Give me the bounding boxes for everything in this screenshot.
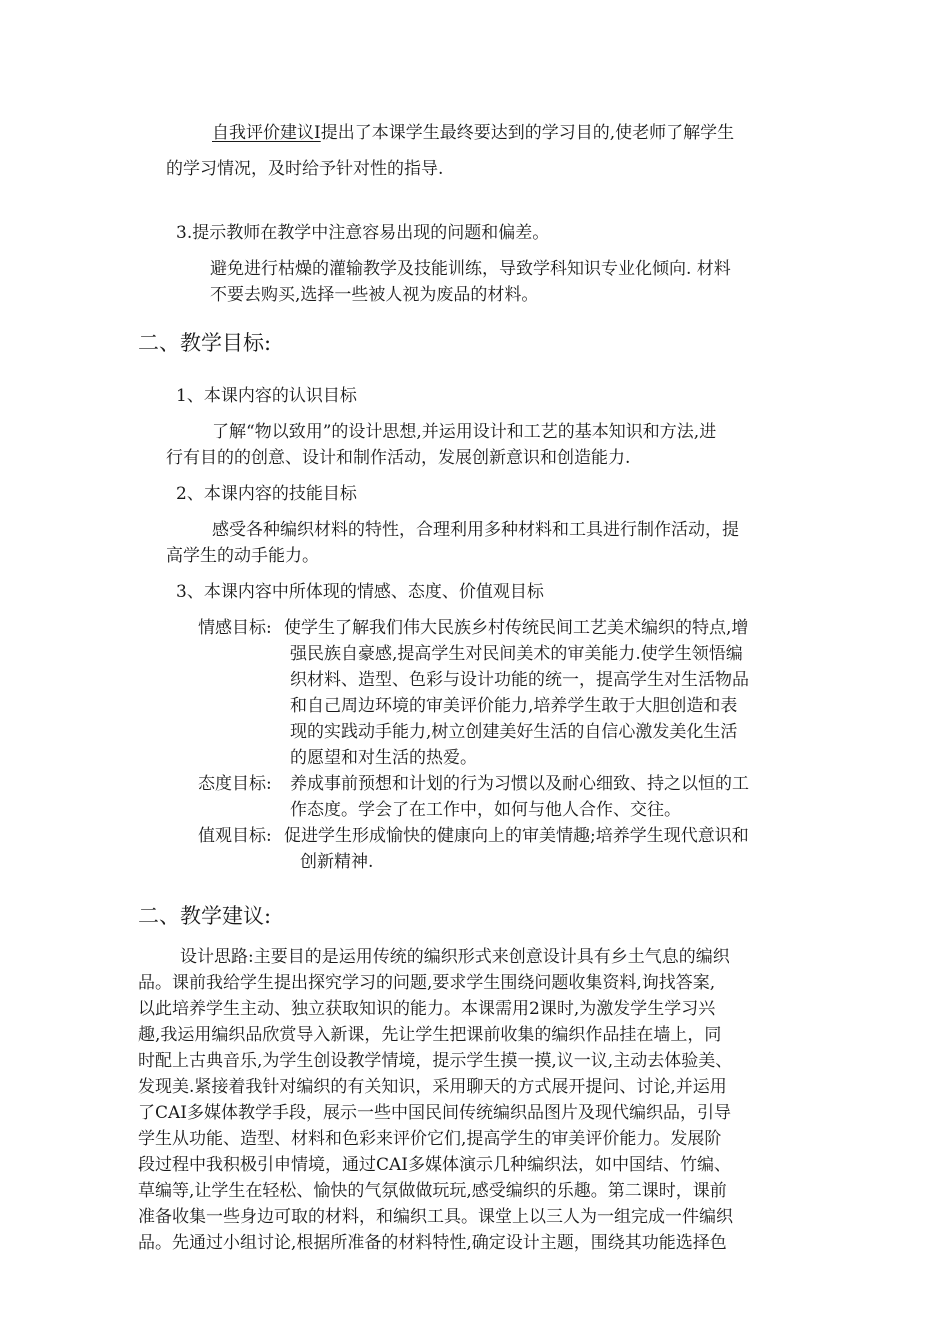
suggestion-line: 时配上古典音乐,为学生创设教学情境，提示学生摸一摸,议一议,主动去体验美、	[138, 1051, 733, 1071]
emotion-goal-line-6: 的愿望和对生活的热爱。	[290, 748, 477, 768]
point3-body-line-1: 避免进行枯燥的灌输教学及技能训练，导致学科知识专业化倾向. 材料	[210, 259, 731, 279]
goal2-title: 2、本课内容的技能目标	[176, 484, 357, 504]
goal2-line-1: 感受各种编织材料的特性，合理利用多种材料和工具进行制作活动，提	[212, 520, 739, 540]
suggestion-line: 趣,我运用编织品欣赏导入新课，先让学生把课前收集的编织作品挂在墙上，同	[138, 1025, 722, 1045]
values-goal-line-2: 创新精神.	[300, 852, 374, 872]
attitude-goal-label: 态度目标:	[198, 774, 272, 794]
emotion-goal-line-5: 现的实践动手能力,树立创建美好生活的自信心激发美化生活	[290, 722, 738, 742]
goal1-line-2: 行有目的的创意、设计和制作活动，发展创新意识和创造能力.	[166, 448, 631, 468]
emotion-goal-label: 情感目标:	[198, 618, 272, 638]
suggestion-line: 发现美.紧接着我针对编织的有关知识，采用聊天的方式展开提问、讨论,并运用	[138, 1077, 727, 1097]
suggestion-line: 设计思路:主要目的是运用传统的编织形式来创意设计具有乡土气息的编织	[180, 947, 730, 967]
intro-line-1	[212, 122, 734, 144]
point3-title: 3.提示教师在教学中注意容易出现的问题和偏差。	[176, 223, 550, 243]
emotion-goal-line-4: 和自己周边环境的审美评价能力,培养学生敢于大胆创造和表	[290, 696, 738, 716]
suggestion-line: 学生从功能、造型、材料和色彩来评价它们,提高学生的审美评价能力。发展阶	[138, 1129, 722, 1149]
goal2-line-2: 高学生的动手能力。	[166, 546, 319, 566]
suggestion-line: 了CAI多媒体教学手段，展示一些中国民间传统编织品图片及现代编织品，引导	[138, 1103, 731, 1123]
suggestion-line: 品。先通过小组讨论,根据所准备的材料特性,确定设计主题，围绕其功能选择色	[138, 1233, 727, 1253]
suggestion-line: 以此培养学生主动、独立获取知识的能力。本课需用2课时,为激发学生学习兴	[138, 999, 716, 1019]
attitude-goal-line-1: 养成事前预想和计划的行为习惯以及耐心细致、持之以恒的工	[290, 774, 749, 794]
section-suggestions-heading: 二、教学建议:	[138, 904, 272, 928]
emotion-goal-line-2: 强民族自豪感,提高学生对民间美术的审美能力.使学生领悟编	[290, 644, 743, 664]
goal3-title: 3、本课内容中所体现的情感、态度、价值观目标	[176, 582, 544, 602]
suggestion-line: 草编等,让学生在轻松、愉快的气氛做做玩玩,感受编织的乐趣。第二课时，课前	[138, 1181, 727, 1201]
suggestion-line: 段过程中我积极引申情境，通过CAI多媒体演示几种编织法，如中国结、竹编、	[138, 1155, 731, 1175]
suggestion-line: 准备收集一些身边可取的材料，和编织工具。课堂上以三人为一组完成一件编织	[138, 1207, 733, 1227]
values-goal-line-1: 促进学生形成愉快的健康向上的审美情趣;培养学生现代意识和	[284, 826, 749, 846]
intro-line-2: 的学习情况，及时给予针对性的指导.	[166, 159, 444, 179]
emotion-goal-line-1: 使学生了解我们伟大民族乡村传统民间工艺美术编织的特点,增	[284, 618, 749, 638]
suggestion-line: 品。课前我给学生提出探究学习的问题,要求学生围绕问题收集资料,询找答案,	[138, 973, 716, 993]
intro-line-1-rest: 提出了本课学生最终要达到的学习目的,使老师了解学生	[320, 123, 735, 143]
goal1-title: 1、本课内容的认识目标	[176, 386, 357, 406]
point3-body-line-2: 不要去购买,选择一些被人视为废品的材料。	[210, 285, 539, 305]
section-goals-heading: 二、教学目标:	[138, 331, 272, 355]
values-goal-label: 值观目标:	[198, 826, 272, 846]
self-evaluation-link[interactable]: 自我评价建议Ⅰ	[212, 123, 321, 143]
goal1-line-1: 了解“物以致用”的设计思想,并运用设计和工艺的基本知识和方法,进	[212, 422, 717, 442]
emotion-goal-line-3: 织材料、造型、色彩与设计功能的统一，提高学生对生活物品	[290, 670, 749, 690]
attitude-goal-line-2: 作态度。学会了在工作中，如何与他人合作、交往。	[290, 800, 681, 820]
